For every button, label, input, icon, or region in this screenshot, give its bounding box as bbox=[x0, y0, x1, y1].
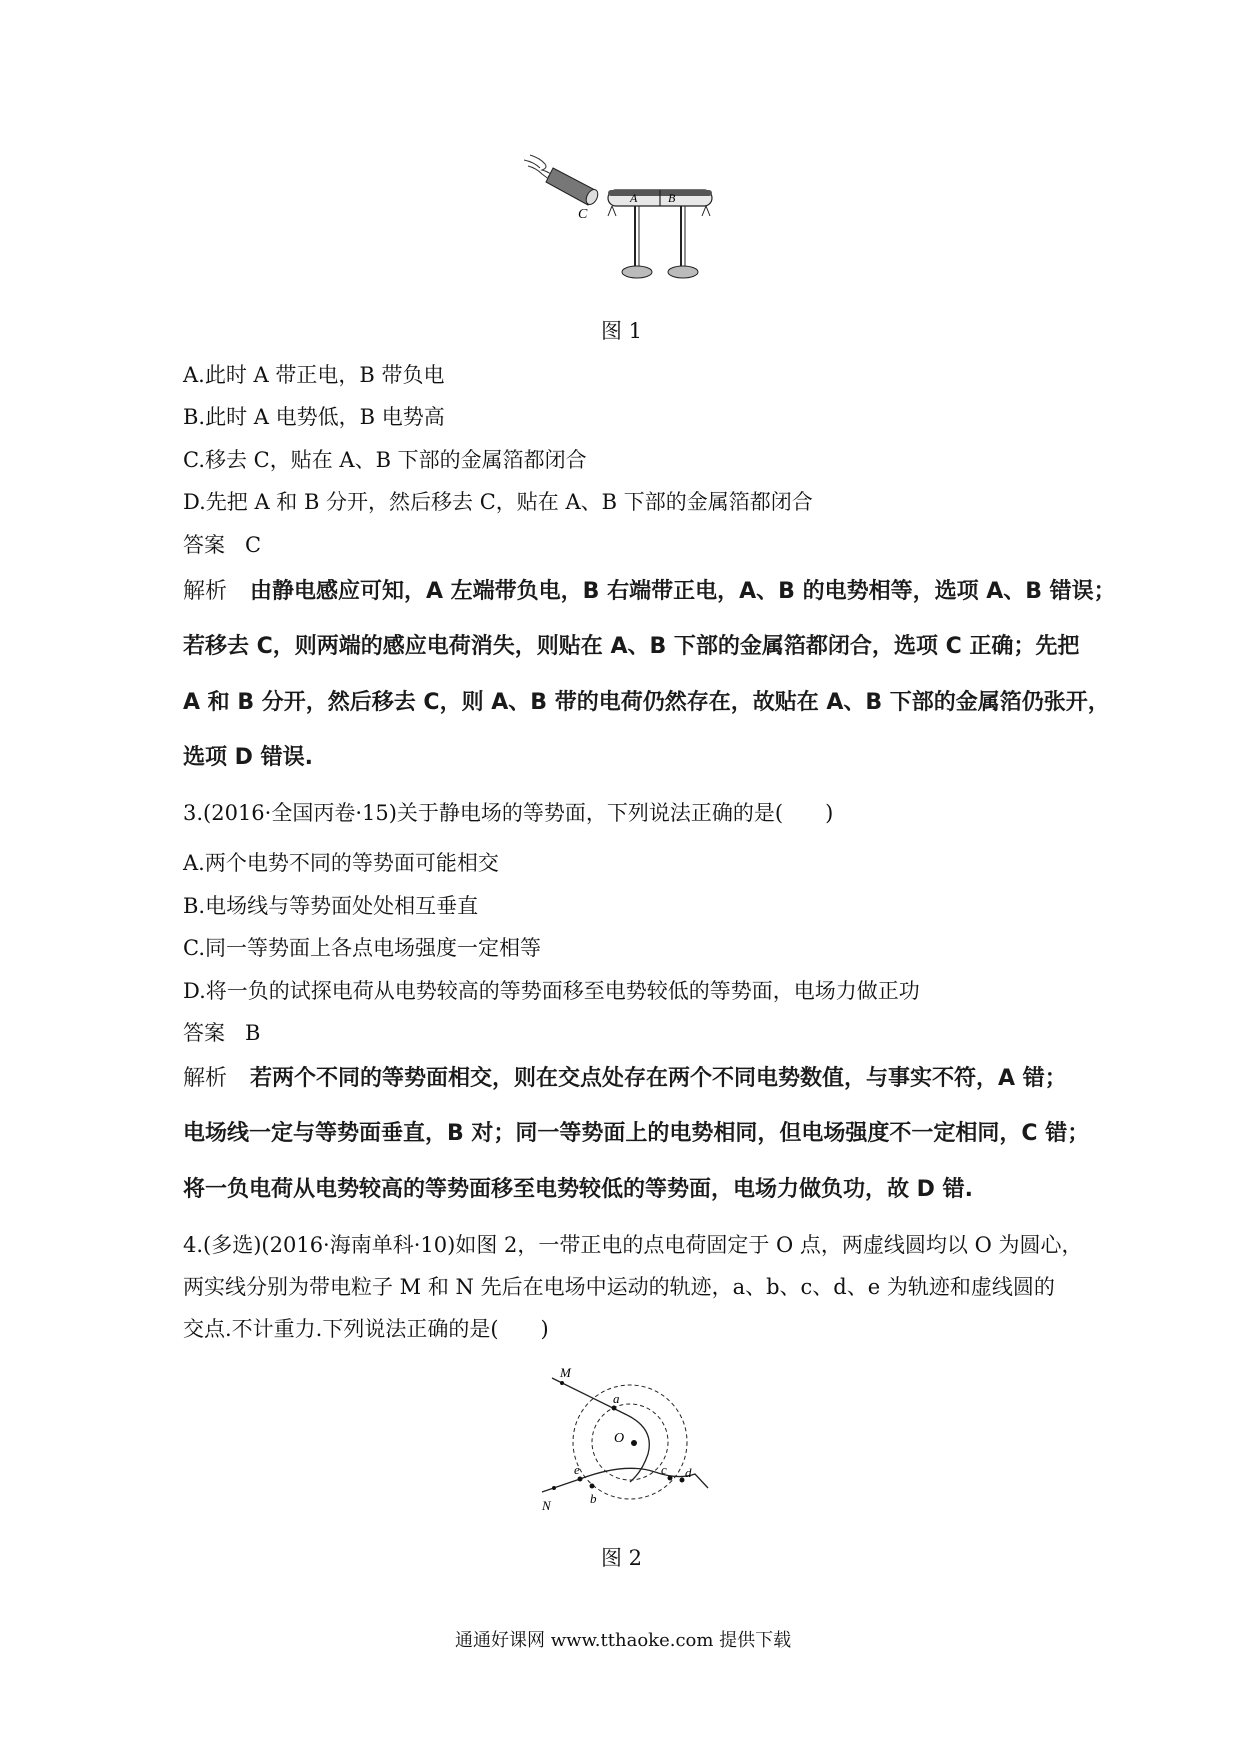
q2-analysis-line-4: 选项 D 错误. bbox=[183, 745, 313, 770]
figure-2-trajectories bbox=[530, 1362, 720, 1532]
analysis-label: 解析 bbox=[183, 1066, 228, 1091]
metal-foils bbox=[608, 206, 710, 216]
q3-stem: 3.(2016·全国丙卷·15)关于静电场的等势面，下列说法正确的是( ) bbox=[183, 801, 834, 825]
figure-2-caption: 图 2 bbox=[601, 1546, 643, 1570]
q2-option-a: A.此时 A 带正电，B 带负电 bbox=[183, 363, 445, 387]
conductor-ab bbox=[608, 190, 712, 206]
label-c: C bbox=[578, 207, 588, 222]
label-n: N bbox=[542, 1498, 551, 1513]
q3-answer bbox=[183, 1020, 260, 1046]
q3-analysis-line-2: 电场线一定与等势面垂直，B 对；同一等势面上的电势相同，但电场强度不一定相同，C 错； bbox=[183, 1121, 1090, 1146]
point-o bbox=[631, 1440, 637, 1446]
figure-1-caption: 图 1 bbox=[601, 319, 643, 343]
answer-value: B bbox=[245, 1021, 261, 1045]
q2-analysis-line-2: 若移去 C，则两端的感应电荷消失，则贴在 A、B 下部的金属箔都闭合，选项 C 正确；先把 bbox=[183, 634, 1080, 659]
answer-label: 答案 bbox=[183, 1021, 225, 1045]
label-b: B bbox=[668, 191, 676, 205]
page-footer: 通通好课网 www.tthaoke.com 提供下载 bbox=[455, 1630, 792, 1651]
analysis-text: 由静电感应可知，A 左端带负电，B 右端带正电，A、B 的电势相等，选项 A、B 错误； bbox=[250, 579, 1116, 604]
q3-option-d: D.将一负的试探电荷从电势较高的等势面移至电势较低的等势面，电场力做正功 bbox=[183, 979, 920, 1003]
q2-answer bbox=[183, 532, 261, 558]
q2-option-b: B.此时 A 电势低，B 电势高 bbox=[183, 405, 445, 429]
analysis-text: 若两个不同的等势面相交，则在交点处存在两个不同电势数值，与事实不符，A 错； bbox=[250, 1066, 1067, 1091]
figure-1-electroscope bbox=[520, 150, 720, 300]
answer-label: 答案 bbox=[183, 533, 225, 557]
charged-rod-c bbox=[546, 168, 600, 206]
q3-analysis-line-1 bbox=[183, 1065, 1067, 1093]
q4-stem-line-2: 两实线分别为带电粒子 M 和 N 先后在电场中运动的轨迹，a、b、c、d、e 为轨迹和虚线圆的 bbox=[183, 1275, 1055, 1299]
q2-option-d: D.先把 A 和 B 分开，然后移去 C，贴在 A、B 下部的金属箔都闭合 bbox=[183, 490, 813, 514]
label-a: a bbox=[613, 1391, 620, 1406]
q2-option-c: C.移去 C，贴在 A、B 下部的金属箔都闭合 bbox=[183, 448, 587, 472]
q3-option-a: A.两个电势不同的等势面可能相交 bbox=[183, 851, 499, 875]
insulating-stands bbox=[622, 206, 698, 278]
q2-analysis-line-1 bbox=[183, 578, 1116, 606]
answer-value: C bbox=[245, 533, 262, 557]
q3-option-c: C.同一等势面上各点电场强度一定相等 bbox=[183, 936, 541, 960]
label-o: O bbox=[614, 1431, 625, 1446]
label-m: M bbox=[560, 1365, 571, 1380]
label-c: c bbox=[661, 1462, 667, 1477]
q4-stem-line-1: 4.(多选)(2016·海南单科·10)如图 2，一带正电的点电荷固定于 O 点，两虚线圆均以 O 为圆心， bbox=[183, 1233, 1083, 1257]
q2-analysis-line-3: A 和 B 分开，然后移去 C，则 A、B 带的电荷仍然存在，故贴在 A、B 下部的金属箔仍张开， bbox=[183, 690, 1110, 715]
label-b: b bbox=[590, 1491, 597, 1506]
label-e: e bbox=[574, 1462, 580, 1477]
q3-option-b: B.电场线与等势面处处相互垂直 bbox=[183, 894, 479, 918]
q4-stem-line-3: 交点.不计重力.下列说法正确的是( ) bbox=[183, 1317, 549, 1341]
label-a: A bbox=[630, 191, 638, 205]
q3-analysis-line-3: 将一负电荷从电势较高的等势面移至电势较低的等势面，电场力做负功，故 D 错. bbox=[183, 1177, 973, 1202]
label-d: d bbox=[685, 1465, 692, 1480]
analysis-label: 解析 bbox=[183, 579, 228, 604]
